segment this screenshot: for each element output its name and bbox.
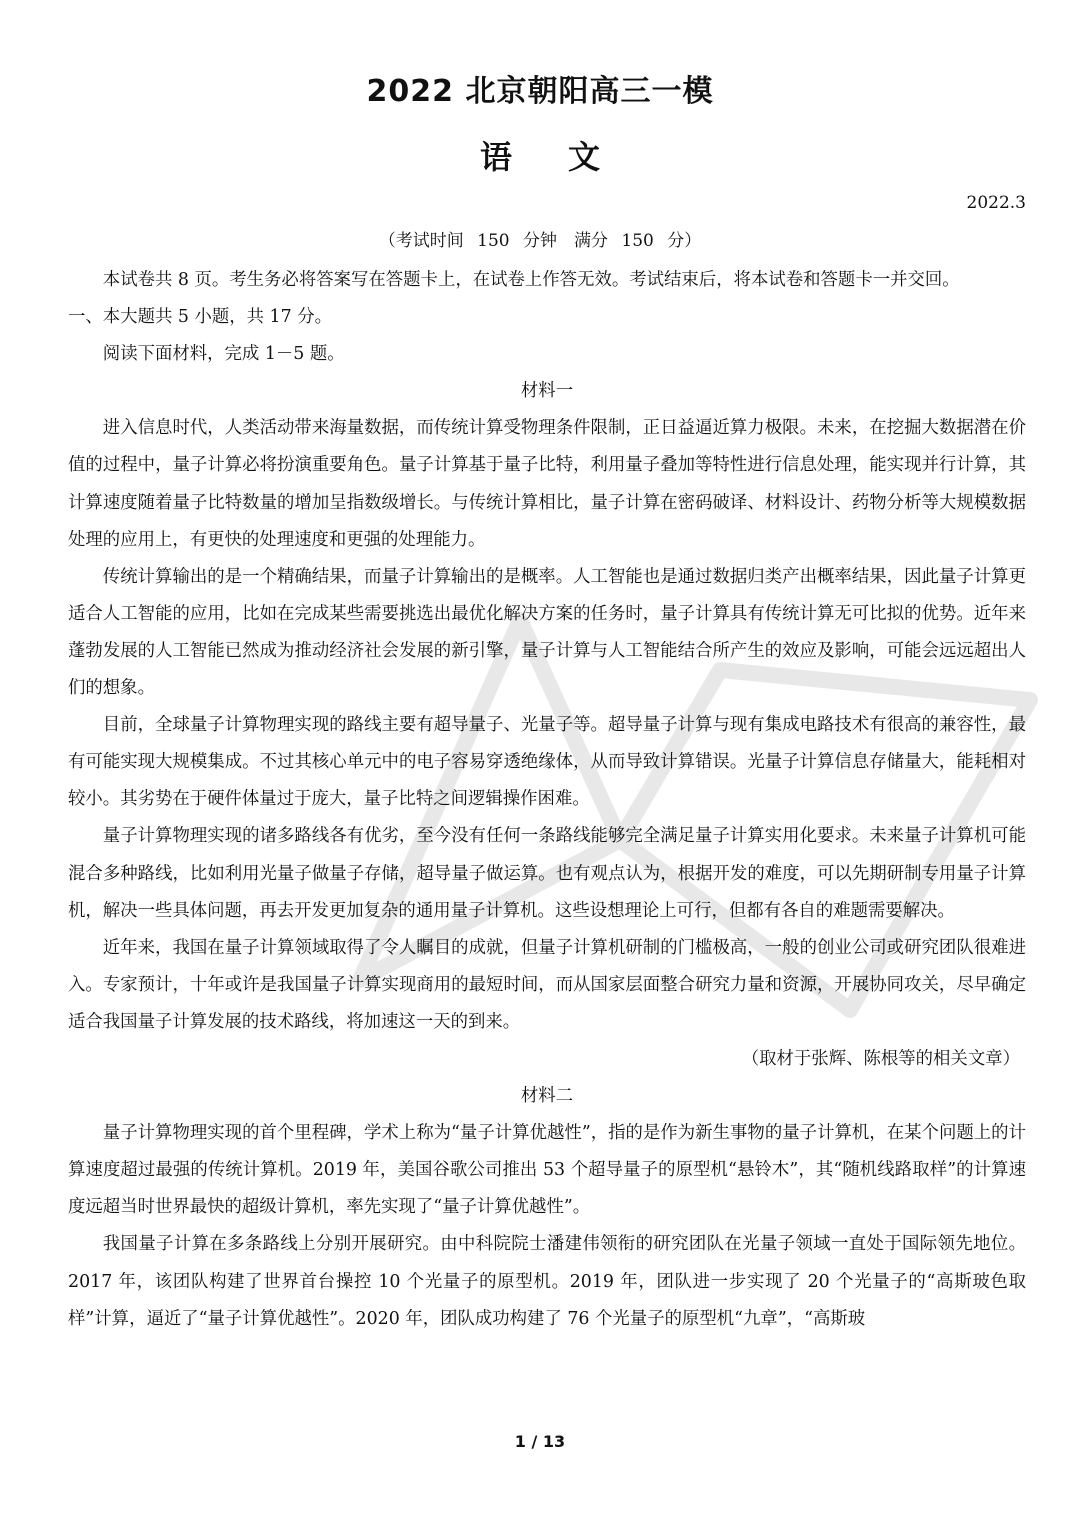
material-two-paragraph-2: 我国量子计算在多条路线上分别开展研究。由中科院院士潘建伟领衔的研究团队在光量子领域一直处于国际领先地位。2017 年，该团队构建了世界首台操控 10 个光量子的原型机。2019 年，团队进一步实现了 20 个光量子的“高斯玻色取样”计算，逼近了“量子计算优越性”。2020 年，团队成功构建了 76 个光量子的原型机“九章”，“高斯玻 bbox=[68, 1234, 1026, 1329]
material-one-paragraph-4: 量子计算物理实现的诸多路线各有优劣，至今没有任何一条路线能够完全满足量子计算实用化要求。未来量子计算机可能混合多种路线，比如利用光量子做量子存储，超导量子做运算。也有观点认为，根据开发的难度，可以先期研制专用量子计算机，解决一些具体问题，再去开发更加复杂的通用量子计算机。这些设想理论上可行，但都有各自的难题需要解决。 bbox=[68, 826, 1026, 921]
page-indicator: 1 / 13 bbox=[514, 1432, 566, 1451]
exam-date: 2022.3 bbox=[966, 193, 1026, 213]
section-heading: 一、本大题共 5 小题，共 17 分。 bbox=[68, 307, 332, 328]
material-one-paragraph-1: 进入信息时代，人类活动带来海量数据，而传统计算受物理条件限制，正日益逼近算力极限。未来，在挖掘大数据潜在价值的过程中，量子计算必将扮演重要角色。量子计算基于量子比特，利用量子叠加等特性进行信息处理，能实现并行计算，其计算速度随着量子比特数量的增加呈指数级增长。与传统计算相比，量子计算在密码破译、材料设计、药物分析等大规模数据处理的应用上，有更快的处理速度和更强的处理能力。 bbox=[68, 418, 1026, 550]
material-one-paragraph-3: 目前，全球量子计算物理实现的路线主要有超导量子、光量子等。超导量子计算与现有集成电路技术有很高的兼容性，最有可能实现大规模集成。不过其核心单元中的电子容易穿透绝缘体，从而导致计算错误。光量子计算信息存储量大，能耗相对较小。其劣势在于硬件体量过于庞大，量子比特之间逻辑操作困难。 bbox=[68, 715, 1026, 810]
instructions-paragraph: 本试卷共 8 页。考生务必将答案写在答题卡上，在试卷上作答无效。考试结束后，将本试卷和答题卡一并交回。 bbox=[102, 270, 960, 290]
material-two-paragraph-1: 量子计算物理实现的首个里程碑，学术上称为“量子计算优越性”，指的是作为新生事物的量子计算机，在某个问题上的计算速度超过最强的传统计算机。2019 年，美国谷歌公司推出 53 个超导量子的原型机“悬铃木”，其“随机线路取样”的计算速度远超当时世界最快的超级计算机，率先实现了“量子计算优越性”。 bbox=[68, 1123, 1026, 1218]
material-two-heading: 材料二 bbox=[520, 1086, 574, 1107]
material-one-paragraph-5: 近年来，我国在量子计算领域取得了令人瞩目的成就，但量子计算机研制的门槛极高，一般的创业公司或研究团队很难进入。专家预计，十年或许是我国量子计算实现商用的最短时间，而从国家层面整合研究力量和资源，开展协同攻关，尽早确定适合我国量子计算发展的技术路线，将加速这一天的到来。 bbox=[68, 937, 1026, 1032]
material-one-source: （取材于张辉、陈根等的相关文章） bbox=[741, 1048, 1020, 1069]
material-one-paragraph-2: 传统计算输出的是一个精确结果，而量子计算输出的是概率。人工智能也是通过数据归类产出概率结果，因此量子计算更适合人工智能的应用，比如在完成某些需要挑选出最优化解决方案的任务时，量子计算具有传统计算无可比拟的优势。近年来蓬勃发展的人工智能已然成为推动经济社会发展的新引擎，量子计算与人工智能结合所产生的效应及影响，可能会远远超出人们的想象。 bbox=[68, 566, 1026, 699]
material-one-heading: 材料一 bbox=[520, 381, 574, 402]
exam-duration-info: （考试时间 150 分钟 满分 150 分） bbox=[378, 231, 702, 251]
exam-subject: 语文 bbox=[479, 138, 656, 176]
exam-body bbox=[68, 262, 1026, 1338]
exam-title: 2022 北京朝阳高三一模 bbox=[366, 74, 714, 109]
reading-instruction: 阅读下面材料，完成 1－5 题。 bbox=[102, 344, 345, 365]
